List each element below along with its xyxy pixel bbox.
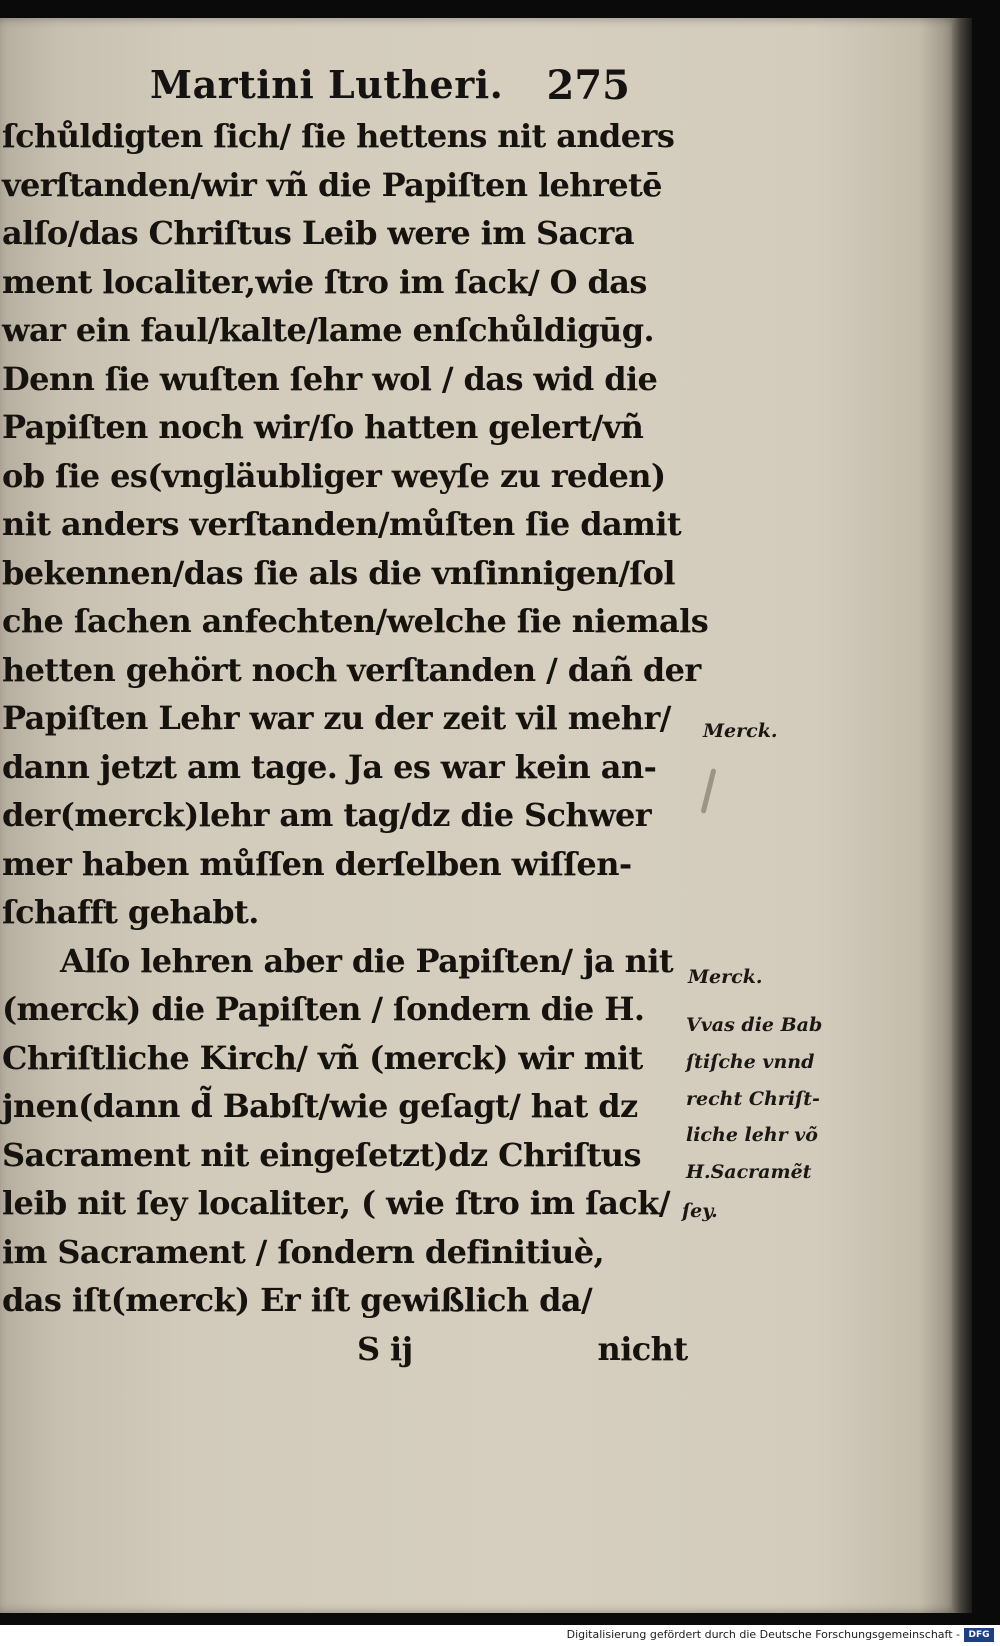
- text-line: ment localiter,wie ſtro im ſack/ O das: [2, 262, 647, 301]
- text-line: ob ſie es(vngläubliger weyſe zu reden): [2, 456, 666, 495]
- text-line: hetten gehört noch verſtanden / dañ der: [2, 650, 701, 689]
- text-line: verſtanden/wir vñ die Papiſten lehretē: [2, 165, 662, 204]
- text-line: Chriſtliche Kirch/ vñ (merck) wir mit: [2, 1038, 643, 1077]
- dfg-logo: DFG: [964, 1628, 994, 1642]
- funding-credit: Digitalisierung gefördert durch die Deutsche Forschungsgemeinschaft -: [566, 1628, 960, 1641]
- signature-mark: S ij: [357, 1329, 413, 1368]
- footer-bar: [0, 1625, 1000, 1646]
- text-line: ſchafft gehabt.: [2, 893, 259, 931]
- catchword: nicht: [597, 1329, 688, 1368]
- page-number: 275: [546, 62, 630, 109]
- text-line: der(merck)lehr am tag/dz die Schwer: [2, 796, 652, 834]
- text-line: Sacrament nit eingeſetzt)dz Chriſtus: [2, 1135, 641, 1174]
- page-edge-shadow: [952, 18, 972, 1613]
- signature-line: [2, 1325, 688, 1374]
- margin-note-line: Vvas die Bab: [686, 1014, 823, 1036]
- text-line: war ein faul/kalte/lame enſchůldigūg.: [2, 311, 655, 349]
- text-line: ſchůldigten ſich/ ſie hettens nit anders: [2, 117, 675, 155]
- text-line: im Sacrament / ſondern definitiuè,: [2, 1232, 605, 1271]
- text-line: Denn ſie wuſten ſehr wol / das wid die: [2, 359, 658, 398]
- margin-note-line: H.Sacramẽt: [686, 1161, 812, 1183]
- margin-note-line: ſey.: [682, 1200, 718, 1222]
- text-line: alſo/das Chriſtus Leib were im Sacra: [2, 214, 634, 252]
- text-line: dann jetzt am tage. Ja es war kein an-: [2, 747, 657, 786]
- margin-note-line: ſtiſche vnnd: [686, 1051, 815, 1073]
- text-line: leib nit ſey localiter, ( wie ſtro im ſack/: [2, 1184, 670, 1222]
- text-line: nit anders verſtanden/můſten ſie damit: [2, 505, 682, 543]
- text-line: Papiſten Lehr war zu der zeit vil mehr/: [2, 699, 671, 737]
- margin-note-line: recht Chriſt-: [686, 1088, 820, 1110]
- text-line: mer haben můſſen derſelben wiſſen-: [2, 844, 632, 883]
- margin-note-merck: Merck.: [688, 966, 763, 988]
- text-line: Alſo lehren aber die Papiſten/ ja nit: [60, 941, 674, 980]
- text-line: che ſachen anfechten/welche ſie niemals: [2, 602, 709, 640]
- page-header: [150, 62, 650, 112]
- text-line: (merck) die Papiſten / ſondern die H.: [2, 990, 645, 1028]
- body-text: [2, 112, 709, 1373]
- text-line: bekennen/das ſie als die vnſinnigen/ſol: [2, 553, 675, 592]
- margin-note-line: liche lehr võ: [686, 1124, 818, 1146]
- text-line: das iſt(merck) Er iſt gewißlich da/: [2, 1281, 593, 1319]
- text-line: jnen(dann d̃ Babſt/wie geſagt/ hat dz: [2, 1087, 638, 1125]
- margin-note-merck: Merck.: [703, 720, 778, 742]
- running-head: Martini Lutheri.: [150, 62, 504, 107]
- text-line: Papiſten noch wir/ſo hatten gelert/vñ: [2, 408, 644, 446]
